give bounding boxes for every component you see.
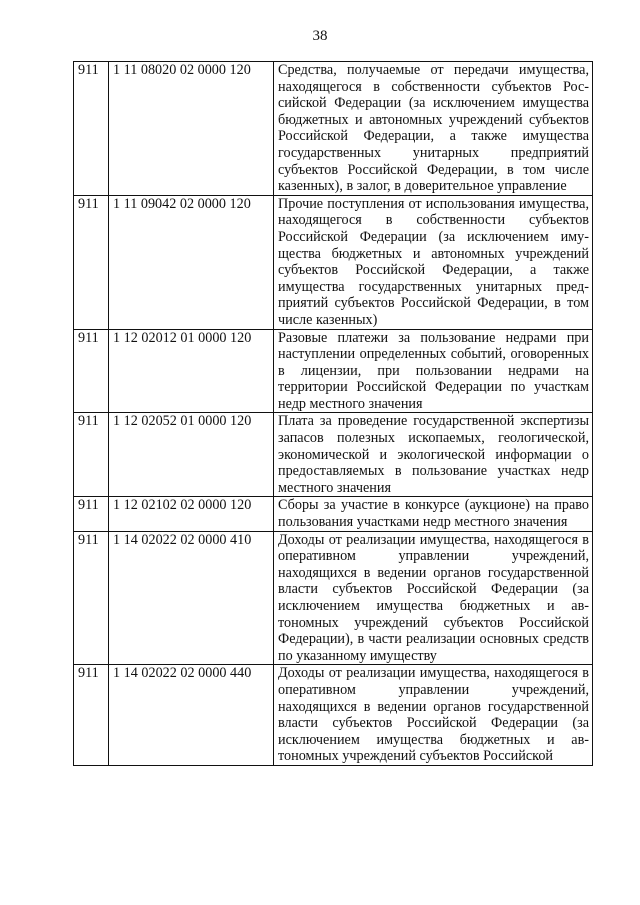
administrator-code-cell: 911	[74, 329, 109, 413]
administrator-code-cell: 911	[74, 195, 109, 329]
administrator-code-cell: 911	[74, 665, 109, 766]
table-row	[74, 62, 593, 196]
revenue-description-cell: Плата за проведение государственной экспертизы запасов полезных ископаемых, геологической, экономической и экологической информации о предоставляемых в пользование участках недр местного значения	[274, 413, 593, 497]
budget-classification-table	[73, 61, 593, 766]
table-row	[74, 329, 593, 413]
administrator-code-cell: 911	[74, 62, 109, 196]
budget-code-cell: 1 12 02102 02 0000 120	[109, 497, 274, 531]
table-row	[74, 195, 593, 329]
budget-code-cell: 1 12 02052 01 0000 120	[109, 413, 274, 497]
administrator-code-cell: 911	[74, 413, 109, 497]
budget-code-cell: 1 12 02012 01 0000 120	[109, 329, 274, 413]
administrator-code-cell: 911	[74, 497, 109, 531]
revenue-description-cell: Доходы от реализации имущества, находящегося в оперативном управлении учреждений, находящихся в ведении органов государственной власти субъектов Российской Федерации (за исключением имущества бюджетных и автономных учреждений субъектов Российской Федерации), в части реализации основных средств по указанному имуществу	[274, 531, 593, 665]
budget-code-cell: 1 14 02022 02 0000 440	[109, 665, 274, 766]
budget-code-cell: 1 14 02022 02 0000 410	[109, 531, 274, 665]
revenue-description-cell: Сборы за участие в конкурсе (аукционе) на право пользования участками недр местного значения	[274, 497, 593, 531]
revenue-description-cell: Доходы от реализации имущества, находящегося в оперативном управлении учреждений, находящихся в ведении органов государственной власти субъектов Российской Федерации (за исключением имущества бюджетных и автономных учреждений субъектов Российской	[274, 665, 593, 766]
table-row	[74, 497, 593, 531]
revenue-description-cell: Прочие поступления от использования имущества, находящегося в собственности субъектов Российской Федерации (за исключением имущества бюджетных и автономных учреждений субъектов Российской Федерации, а также имущества государственных унитарных предприятий субъектов Российской Федерации, в том числе казенных)	[274, 195, 593, 329]
page-number: 38	[312, 28, 328, 44]
revenue-description-cell: Разовые платежи за пользование недрами при наступлении определенных событий, оговоренных в лицензии, при пользовании недрами на территории Российской Федерации по участкам недр местного значения	[274, 329, 593, 413]
budget-code-cell: 1 11 09042 02 0000 120	[109, 195, 274, 329]
administrator-code-cell: 911	[74, 531, 109, 665]
revenue-description-cell: Средства, получаемые от передачи имущества, находящегося в собственности субъектов Российской Федерации (за исключением имущества бюджетных и автономных учреждений субъектов Российской Федерации, а также имущества государственных унитарных предприятий субъектов Российской Федерации, в том числе казенных), в залог, в доверительное управление	[274, 62, 593, 196]
table-row	[74, 413, 593, 497]
table-row	[74, 665, 593, 766]
table-row	[74, 531, 593, 665]
budget-code-cell: 1 11 08020 02 0000 120	[109, 62, 274, 196]
